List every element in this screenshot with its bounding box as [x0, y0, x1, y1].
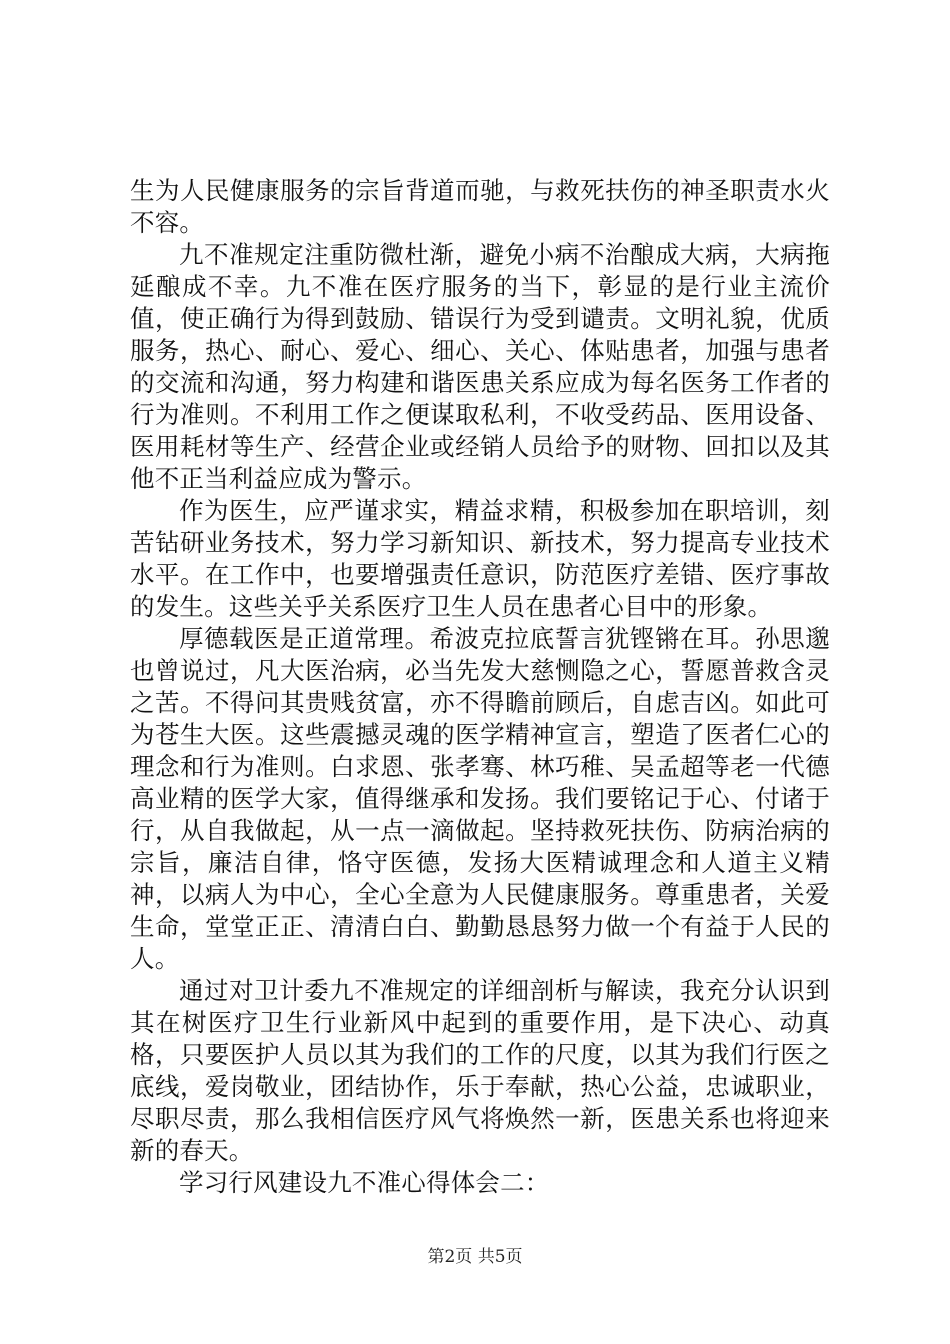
paragraph-doctor-duty: 作为医生，应严谨求实，精益求精，积极参加在职培训，刻苦钻研业务技术，努力学习新知识、新技术，努力提高专业技术水平。在工作中，也要增强责任意识，防范医疗差错、医疗事故的发生。这些关乎关系医疗卫生人员在患者心目中的形象。	[130, 496, 830, 621]
paragraph-nine-rules-prevention: 九不准规定注重防微杜渐，避免小病不治酿成大病，大病拖延酿成不幸。九不准在医疗服务的当下，彰显的是行业主流价值，使正确行为得到鼓励、错误行为受到谴责。文明礼貌，优质服务，热心、耐心、爱心、细心、关心、体贴患者，加强与患者的交流和沟通，努力构建和谐医患关系应成为每名医务工作者的行为准则。不利用工作之便谋取私利，不收受药品、医用设备、医用耗材等生产、经营企业或经销人员给予的财物、回扣以及其他不正当利益应成为警示。	[130, 240, 830, 493]
paragraph-medical-ethics: 厚德载医是正道常理。希波克拉底誓言犹铿锵在耳。孙思邈也曾说过，凡大医治病，必当先发大慈恻隐之心，誓愿普救含灵之苦。不得问其贵贱贫富，亦不得瞻前顾后，自虑吉凶。如此可为苍生大医。这些震撼灵魂的医学精神宣言，塑造了医者仁心的理念和行为准则。白求恩、张孝骞、林巧稚、吴孟超等老一代德高业精的医学大家，值得继承和发扬。我们要铭记于心、付诸于行，从自我做起，从一点一滴做起。坚持救死扶伤、防病治病的宗旨，廉洁自律，恪守医德，发扬大医精诚理念和人道主义精神，以病人为中心，全心全意为人民健康服务。尊重患者，关爱生命，堂堂正正、清清白白、勤勤恳恳努力做一个有益于人民的人。	[130, 624, 830, 973]
paragraph-continuation: 生为人民健康服务的宗旨背道而驰，与救死扶伤的神圣职责水火不容。	[130, 176, 830, 237]
paragraph-conclusion: 通过对卫计委九不准规定的详细剖析与解读，我充分认识到其在树医疗卫生行业新风中起到的重要作用，是下决心、动真格，只要医护人员以其为我们的工作的尺度，以其为我们行医之底线，爱岗敬业，团结协作，乐于奉献，热心公益，忠诚职业，尽职尽责，那么我相信医疗风气将焕然一新，医患关系也将迎来新的春天。	[130, 976, 830, 1165]
paragraph-section-heading: 学习行风建设九不准心得体会二：	[179, 1168, 550, 1197]
page-number-footer: 第2页 共5页	[427, 1247, 523, 1267]
document-body	[130, 175, 830, 1199]
